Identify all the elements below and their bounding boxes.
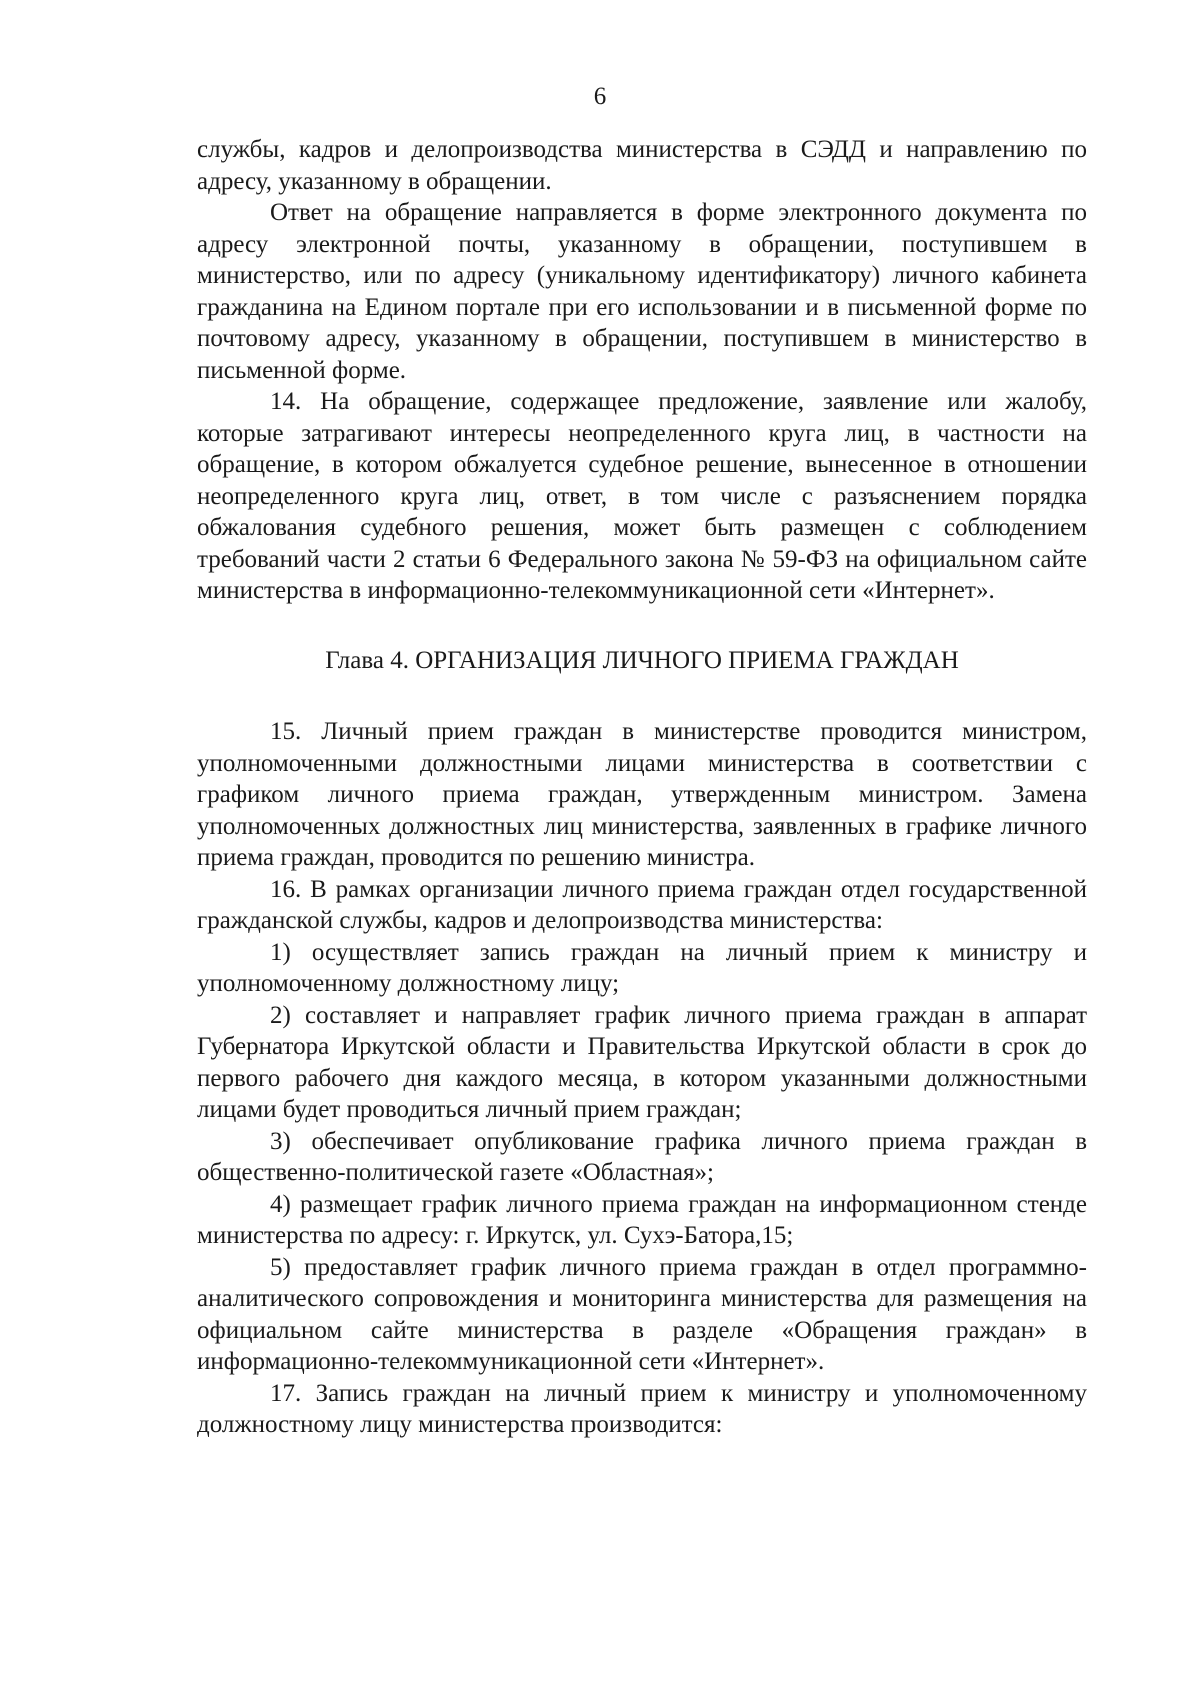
paragraph: 3) обеспечивает опубликование графика личного приема граждан в общественно-политической газете «Областная»; [197, 1127, 1087, 1186]
paragraph: Ответ на обращение направляется в форме электронного документа по адресу электронной почты, указанному в обращении, поступившем в министерство, или по адресу (уникальному идентификатору) личного кабинета гражданина на Едином портале при его использовании и в письменной форме по почтовому адресу, указанному в обращении, поступившем в министерство в письменной форме. [197, 199, 1087, 384]
paragraph: 17. Запись граждан на личный прием к министру и уполномоченному должностному лицу министерства производится: [197, 1379, 1087, 1438]
page-number: 6 [593, 83, 607, 110]
paragraphs-after-heading [197, 716, 1087, 1441]
paragraph: службы, кадров и делопроизводства министерства в СЭДД и направлению по адресу, указанному в обращении. [197, 136, 1087, 195]
document-body [197, 134, 1087, 1441]
paragraph: 1) осуществляет запись граждан на личный прием к министру и уполномоченному должностному лицу; [197, 938, 1087, 997]
paragraph: 4) размещает график личного приема граждан на информационном стенде министерства по адресу: г. Иркутск, ул. Сухэ-Батора,15; [197, 1190, 1087, 1249]
paragraph: 14. На обращение, содержащее предложение, заявление или жалобу, которые затрагивают интересы неопределенного круга лиц, в частности на обращение, в котором обжалуется судебное решение, вынесенное в отношении неопределенного круга лиц, ответ, в том числе с разъяснением порядка обжалования судебного решения, может быть размещен с соблюдением требований части 2 статьи 6 Федерального закона № 59-ФЗ на официальном сайте министерства в информационно-телекоммуникационной сети «Интернет». [197, 388, 1087, 604]
chapter-heading: Глава 4. ОРГАНИЗАЦИЯ ЛИЧНОГО ПРИЕМА ГРАЖДАН [325, 646, 959, 674]
paragraphs-before-heading [197, 134, 1087, 607]
paragraph: 5) предоставляет график личного приема граждан в отдел программно-аналитического сопровождения и мониторинга министерства для размещения на официальном сайте министерства в разделе «Обращения граждан» в информационно-телекоммуникационной сети «Интернет». [197, 1253, 1087, 1375]
paragraph: 15. Личный прием граждан в министерстве проводится министром, уполномоченными должностными лицами министерства в соответствии с графиком личного приема граждан, утвержденным министром. Замена уполномоченных должностных лиц министерства, заявленных в графике личного приема граждан, проводится по решению министра. [197, 718, 1087, 871]
paragraph: 2) составляет и направляет график личного приема граждан в аппарат Губернатора Иркутской области и Правительства Иркутской области в срок до первого рабочего дня каждого месяца, в котором указанными должностными лицами будет проводиться личный прием граждан; [197, 1001, 1087, 1123]
paragraph: 16. В рамках организации личного приема граждан отдел государственной гражданской службы, кадров и делопроизводства министерства: [197, 875, 1087, 934]
